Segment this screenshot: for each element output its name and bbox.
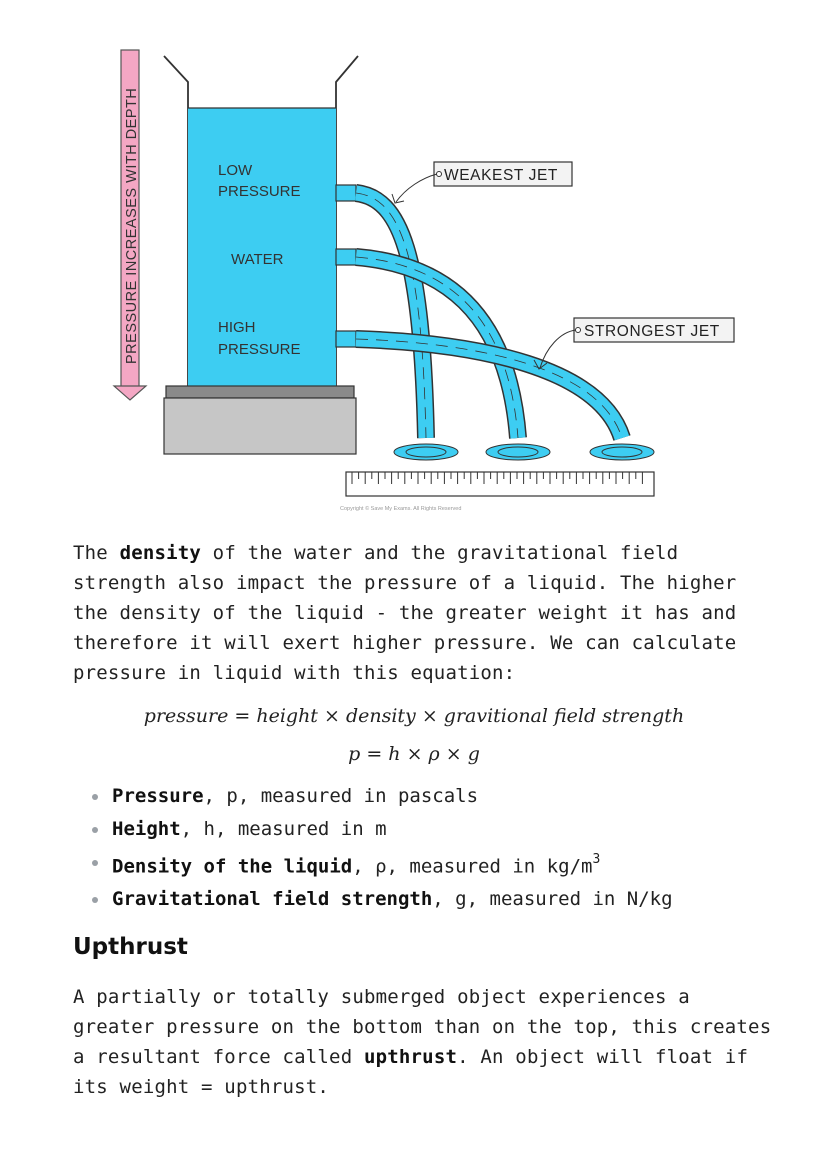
upthrust-paragraph: A partially or totally submerged object experiences a greater pressure on the bottom than on the top, this creates a resultant force called upthrust. An object will float if its weight = upthrust. (73, 986, 772, 1098)
depth-arrow (114, 50, 146, 400)
section-heading-upthrust: Upthrust (73, 934, 188, 960)
ruler (346, 472, 654, 496)
bullet-icon (92, 860, 98, 866)
container-base-top (166, 386, 354, 398)
equation-symbols: p = h × ρ × g (348, 743, 480, 765)
high-pressure-label-line2: PRESSURE (218, 341, 301, 358)
water-label: WATER (231, 251, 284, 268)
container-base (164, 398, 356, 454)
list-item: Pressure, p, measured in pascals (112, 784, 792, 808)
bullet-icon (92, 827, 98, 833)
bullet-icon (92, 794, 98, 800)
depth-arrow-label: PRESSURE INCREASES WITH DEPTH (124, 87, 140, 364)
pressure-depth-diagram (100, 38, 740, 518)
upthrust-term: upthrust (363, 1046, 458, 1068)
density-paragraph: The density of the water and the gravitational field strength also impact the pressure of a liquid. The higher the density of the liquid - the greater weight it has and therefore it will exert higher pressure. We can calculate pressure in liquid with this equation: (73, 542, 737, 684)
high-pressure-label-line1: HIGH (218, 319, 256, 336)
water-jets (356, 193, 622, 438)
equation-words: pressure = height × density × gravitional field strength (143, 705, 685, 727)
bullet-icon (92, 897, 98, 903)
copyright-text: Copyright © Save My Exams. All Rights Reserved (340, 506, 462, 512)
splashes (394, 444, 654, 460)
list-item: Height, h, measured in m (112, 817, 792, 841)
strongest-jet-callout (534, 318, 734, 369)
density-term: density (119, 542, 202, 564)
list-item: Density of the liquid, ρ, measured in $kg/m^3$ (112, 850, 792, 878)
low-pressure-label-line1: LOW (218, 162, 253, 179)
strongest-jet-label: STRONGEST JET (584, 323, 720, 340)
low-pressure-label-line2: PRESSURE (218, 183, 301, 200)
weakest-jet-label: WEAKEST JET (444, 167, 558, 184)
list-item: Gravitational field strength, g, measured in N/kg (112, 887, 792, 911)
variable-list (112, 784, 792, 920)
weakest-jet-callout (392, 162, 572, 203)
